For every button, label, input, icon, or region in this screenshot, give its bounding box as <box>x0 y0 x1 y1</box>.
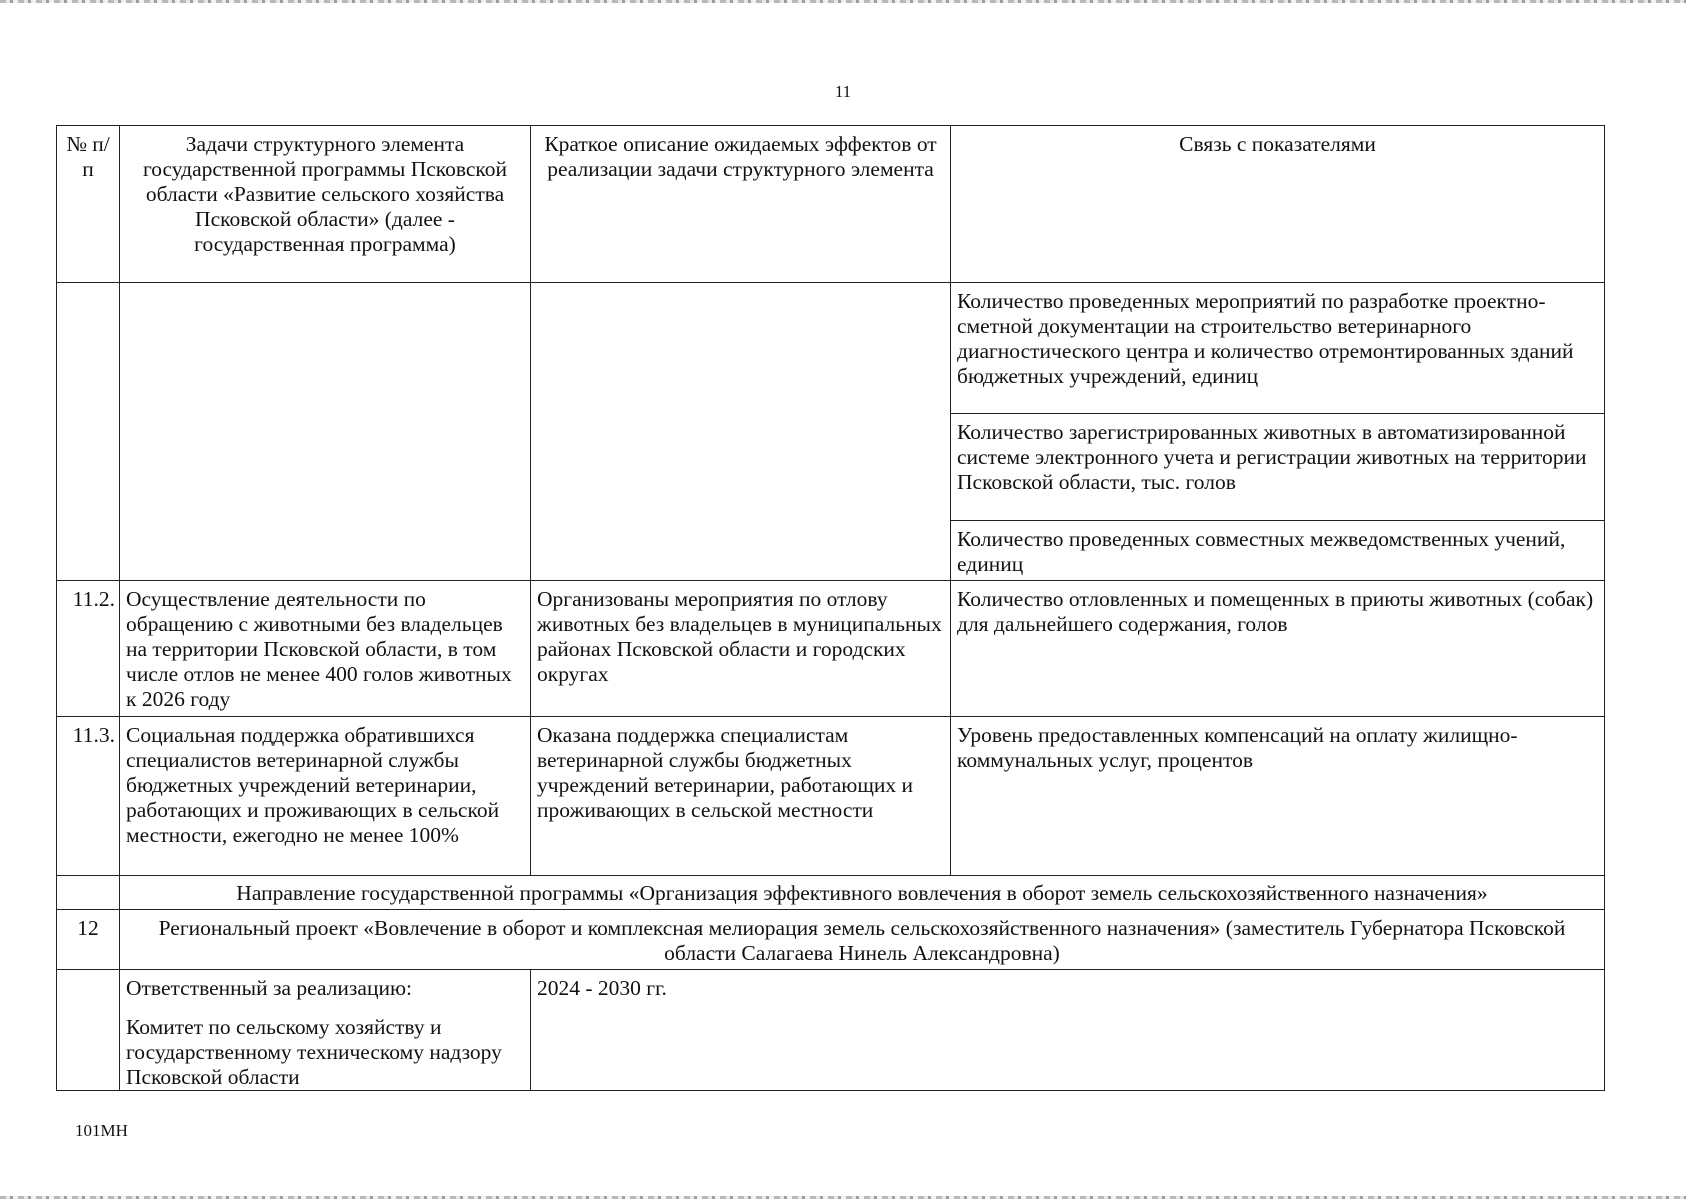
effect-cell: Оказана поддержка специалистам ветеринарной службы бюджетных учреждений ветеринарии, работающих и проживающих в сельской местности <box>531 717 951 876</box>
table-header-row <box>57 126 1605 283</box>
indicator-cell: Количество проведенных мероприятий по разработке проектно-сметной документации на строительство ветеринарного диагностического центра и количество отремонтированных зданий бюджетных учреждений, единиц <box>951 283 1605 414</box>
responsible-row <box>57 970 1605 1091</box>
empty-task-cell <box>120 283 531 581</box>
project-row <box>57 910 1605 970</box>
project-title: Региональный проект «Вовлечение в оборот и комплексная мелиорация земель сельскохозяйственного назначения» (заместитель Губернатора Псковской области Салагаева Нинель Александровна) <box>120 910 1605 970</box>
direction-row <box>57 876 1605 910</box>
responsible-org: Комитет по сельскому хозяйству и государственному техническому надзору Псковской области <box>126 1015 502 1089</box>
empty-num-cell <box>57 970 120 1091</box>
task-cell: Социальная поддержка обратившихся специалистов ветеринарной службы бюджетных учреждений ветеринарии, работающих и проживающих в сельской местности, ежегодно не менее 100% <box>120 717 531 876</box>
task-cell: Осуществление деятельности по обращению с животными без владельцев на территории Псковской области, в том числе отлов не менее 400 голов животных к 2026 году <box>120 581 531 717</box>
empty-num-cell <box>57 876 120 910</box>
header-effects: Краткое описание ожидаемых эффектов от реализации задачи структурного элемента <box>531 126 951 283</box>
direction-cell: Направление государственной программы «Организация эффективного вовлечения в оборот земель сельскохозяйственного назначения» <box>120 876 1605 910</box>
table-row <box>57 283 1605 414</box>
row-number: 11.3. <box>57 717 120 876</box>
project-number: 12 <box>57 910 120 970</box>
program-table <box>56 125 1605 1091</box>
empty-num-cell <box>57 283 120 581</box>
empty-effect-cell <box>531 283 951 581</box>
table-row <box>57 581 1605 717</box>
table-row <box>57 717 1605 876</box>
scan-edge-top <box>0 0 1686 3</box>
indicator-cell: Количество проведенных совместных межведомственных учений, единиц <box>951 521 1605 581</box>
indicator-cell: Уровень предоставленных компенсаций на оплату жилищно-коммунальных услуг, процентов <box>951 717 1605 876</box>
indicator-cell: Количество отловленных и помещенных в приюты животных (собак) для дальнейшего содержания, голов <box>951 581 1605 717</box>
responsible-label: Ответственный за реализацию: <box>126 976 413 1000</box>
header-indicators: Связь с показателями <box>951 126 1605 283</box>
effect-cell: Организованы мероприятия по отлову животных без владельцев в муниципальных районах Псковской области и городских округах <box>531 581 951 717</box>
indicator-cell: Количество зарегистрированных животных в автоматизированной системе электронного учета и регистрации животных на территории Псковской области, тыс. голов <box>951 414 1605 521</box>
period-cell: 2024 - 2030 гг. <box>531 970 1605 1091</box>
header-tasks: Задачи структурного элемента государственной программы Псковской области «Развитие сельского хозяйства Псковской области» (далее - государственная программа) <box>120 126 531 283</box>
page-number: 11 <box>834 82 852 101</box>
responsible-cell <box>120 970 531 1091</box>
row-number: 11.2. <box>57 581 120 717</box>
scan-edge-bottom <box>0 1196 1686 1199</box>
document-code: 101МН <box>75 1121 128 1140</box>
header-num: № п/п <box>57 126 120 283</box>
